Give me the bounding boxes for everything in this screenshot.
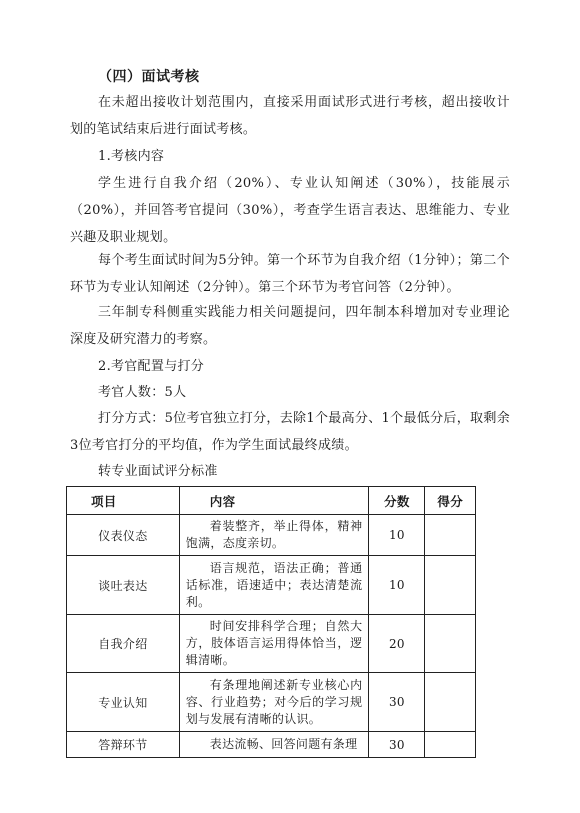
row-content: 着装整齐，举止得体，精神饱满，态度亲切。 (179, 515, 369, 556)
header-got: 得分 (425, 487, 476, 515)
table-row (67, 673, 476, 732)
row-item: 答辩环节 (67, 732, 180, 758)
table-row (67, 615, 476, 673)
section-heading: （四）面试考核 (98, 69, 200, 85)
row-got (425, 556, 476, 615)
header-item: 项目 (67, 487, 180, 515)
row-content: 语言规范，语法正确；普通话标准，语速适中；表达清楚流利。 (179, 556, 369, 615)
row-score: 20 (369, 615, 425, 673)
row-item: 仪表仪态 (67, 515, 180, 556)
content-paragraph-2: 每个考生面试时间为5分钟。第一个环节为自我介绍（1分钟）；第二个环节为专业认知阐述（2分钟）。第三个环节为考官问答（2分钟）。 (70, 253, 510, 295)
table-row (67, 556, 476, 615)
table-row (67, 515, 476, 556)
content-paragraph-3: 三年制专科侧重实践能力相关问题提问，四年制本科增加对专业理论深度及研究潜力的考察。 (70, 305, 510, 347)
row-content: 有条理地阐述新专业核心内容、行业趋势；对今后的学习规划与发展有清晰的认识。 (179, 673, 369, 732)
table-header-row (67, 487, 476, 515)
table-row (67, 732, 476, 758)
row-content: 表达流畅、回答问题有条理 (179, 732, 369, 758)
row-got (425, 615, 476, 673)
examiner-count: 考官人数：5人 (98, 385, 187, 400)
subsection-title-1: 1.考核内容 (98, 149, 165, 164)
header-content: 内容 (179, 487, 369, 515)
row-item: 专业认知 (67, 673, 180, 732)
row-score: 30 (369, 732, 425, 758)
row-score: 30 (369, 673, 425, 732)
row-got (425, 673, 476, 732)
intro-paragraph: 在未超出接收计划范围内，直接采用面试形式进行考核，超出接收计划的笔试结束后进行面试考核。 (70, 95, 510, 137)
row-item: 谈吐表达 (67, 556, 180, 615)
row-got (425, 515, 476, 556)
content-paragraph-1: 学生进行自我介绍（20%）、专业认知阐述（30%），技能展示（20%），并回答考官提问（30%），考查学生语言表达、思维能力、专业兴趣及职业规划。 (70, 176, 510, 245)
scoring-table (66, 486, 476, 758)
row-score: 10 (369, 515, 425, 556)
table-caption: 转专业面试评分标准 (98, 464, 218, 479)
header-score: 分数 (369, 487, 425, 515)
subsection-title-2: 2.考官配置与打分 (98, 359, 205, 374)
scoring-paragraph: 打分方式：5位考官独立打分，去除1个最高分、1个最低分后，取剩余3位考官打分的平均值，作为学生面试最终成绩。 (70, 411, 510, 453)
row-content: 时间安排科学合理；自然大方，肢体语言运用得体恰当，逻辑清晰。 (179, 615, 369, 673)
row-score: 10 (369, 556, 425, 615)
row-item: 自我介绍 (67, 615, 180, 673)
row-got (425, 732, 476, 758)
